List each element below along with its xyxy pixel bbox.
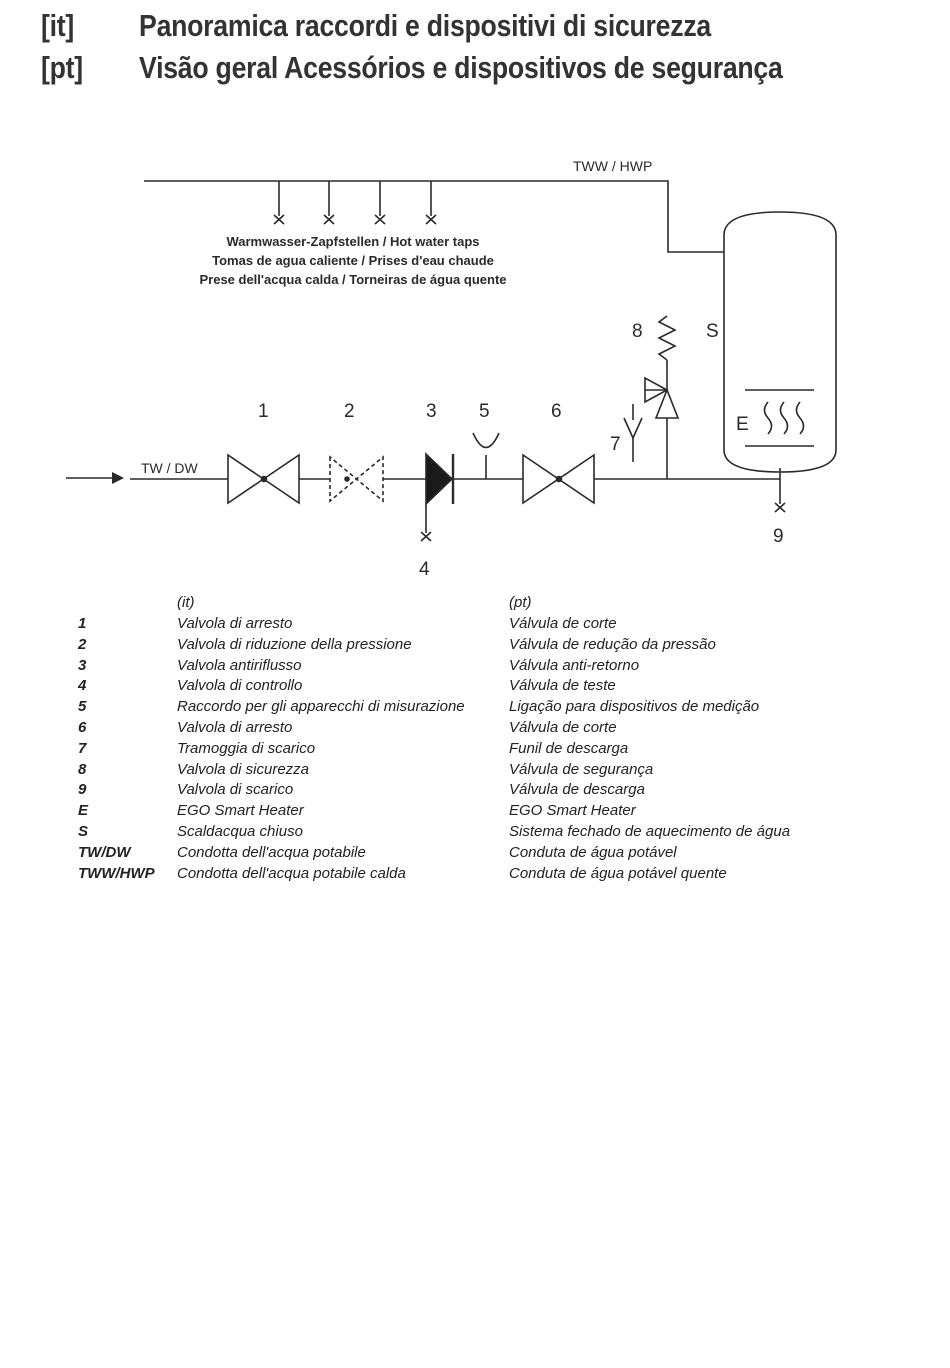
- piping-diagram: [0, 0, 950, 590]
- tap-cross-icon: [274, 215, 284, 224]
- legend-key: 5: [78, 698, 87, 716]
- legend-key: 3: [78, 656, 87, 674]
- legend-it: EGO Smart Heater: [177, 802, 304, 820]
- taps-caption-line-1: Warmwasser-Zapfstellen / Hot water taps: [226, 234, 480, 249]
- legend-pt: Ligação para dispositivos de medição: [509, 698, 760, 716]
- drain-valve-cross-icon: [775, 503, 785, 512]
- legend-key: E: [78, 802, 89, 820]
- legend-pt: Válvula de descarga: [509, 781, 645, 799]
- legend-header-pt: (pt): [509, 594, 532, 611]
- label-4: 4: [419, 559, 430, 580]
- legend-it: Valvola di sicurezza: [177, 760, 310, 778]
- safety-spring-icon: [659, 316, 675, 360]
- label-5: 5: [479, 401, 490, 422]
- taps-caption-line-2: Tomas de agua caliente / Prises d'eau chaude: [212, 253, 494, 268]
- legend-key: 6: [78, 719, 87, 736]
- hot-water-line-label: TWW / HWP: [573, 158, 653, 174]
- taps-caption-line-3: Prese dell'acqua calda / Torneiras de água quente: [199, 272, 507, 287]
- legend-pt: Conduta de água potável quente: [509, 864, 727, 882]
- inlet-arrowhead-icon: [112, 472, 124, 484]
- language-code-pt: [pt]: [41, 50, 83, 85]
- legend-pt: EGO Smart Heater: [509, 802, 636, 820]
- label-3: 3: [426, 401, 437, 422]
- gauge-connection-icon: [473, 433, 499, 448]
- legend-it: Condotta dell'acqua potabile calda: [177, 864, 406, 882]
- legend-pt: Válvula de segurança: [509, 760, 654, 778]
- non-return-valve-icon: [426, 454, 452, 504]
- legend-it: Valvola di arresto: [177, 615, 293, 632]
- legend-it: Valvola di riduzione della pressione: [177, 635, 412, 653]
- tap-cross-icon: [375, 215, 385, 224]
- language-code-it: [it]: [41, 8, 75, 43]
- legend-pt: Válvula de redução da pressão: [509, 635, 716, 653]
- tap-cross-icon: [324, 215, 334, 224]
- legend-header-it: (it): [177, 594, 195, 611]
- legend-it: Valvola di scarico: [177, 781, 294, 799]
- label-7: 7: [610, 434, 621, 455]
- legend-key: 4: [78, 677, 87, 695]
- legend-it: Raccordo per gli apparecchi di misurazione: [177, 698, 465, 716]
- label-e: E: [736, 414, 749, 435]
- legend-pt: Funil de descarga: [509, 739, 629, 757]
- tap-cross-icon: [426, 215, 436, 224]
- test-valve-cross-icon: [421, 532, 431, 541]
- legend-it: Valvola di arresto: [177, 719, 293, 736]
- drain-funnel-icon: [624, 418, 642, 438]
- legend-it: Valvola antiriflusso: [177, 656, 302, 674]
- legend-it: Valvola di controllo: [177, 677, 303, 695]
- legend-it: Scaldacqua chiuso: [177, 823, 303, 840]
- legend-it: Condotta dell'acqua potabile: [177, 843, 366, 861]
- hot-water-taps: [274, 181, 436, 224]
- legend-key: 1: [78, 615, 87, 632]
- legend-key: 9: [78, 781, 87, 799]
- legend-key: 2: [78, 635, 87, 653]
- label-6: 6: [551, 401, 562, 422]
- legend-pt: Válvula de corte: [509, 615, 617, 632]
- heading-pt-text: Visão geral Acessórios e dispositivos de segurança: [139, 50, 783, 85]
- pressure-reducer-icon: [330, 457, 383, 501]
- legend-pt: Válvula de corte: [509, 719, 617, 736]
- legend-pt: Sistema fechado de aquecimento de água: [509, 823, 791, 840]
- heat-wave-icon: [765, 402, 772, 434]
- legend-pt: Válvula de teste: [509, 677, 616, 695]
- legend-key: S: [78, 823, 89, 840]
- legend-pt: Válvula anti-retorno: [509, 656, 640, 674]
- label-s: S: [706, 321, 719, 342]
- legend-key: TW/DW: [78, 843, 131, 861]
- heading-it-text: Panoramica raccordi e dispositivi di sicurezza: [139, 8, 711, 43]
- label-1: 1: [258, 401, 269, 422]
- label-2: 2: [344, 401, 355, 422]
- legend-key: 8: [78, 760, 87, 778]
- legend-pt: Conduta de água potável: [509, 843, 677, 861]
- label-9: 9: [773, 526, 784, 547]
- legend-key: TWW/HWP: [78, 864, 155, 882]
- legend-it: Tramoggia di scarico: [177, 739, 316, 757]
- cold-water-line-label: TW / DW: [141, 460, 198, 476]
- legend-key: 7: [78, 739, 87, 757]
- label-8: 8: [632, 321, 643, 342]
